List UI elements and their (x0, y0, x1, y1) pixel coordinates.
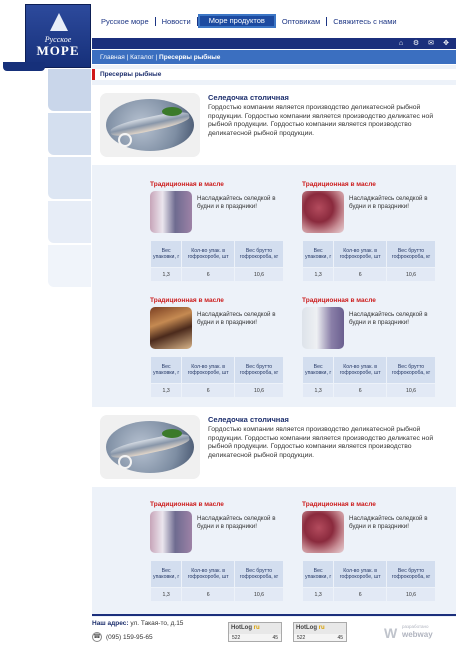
product-card (294, 495, 436, 603)
cell-count: 6 (182, 384, 234, 397)
header-weight: Вес упаковки, г (303, 241, 333, 267)
developer-logo[interactable] (382, 621, 452, 643)
breadcrumb-separator: | (155, 54, 158, 61)
hotlog-counter[interactable] (293, 622, 347, 642)
product-image[interactable] (100, 93, 200, 157)
card-description: Насладжайтесь селедкой в будни и в праздники! (197, 311, 276, 326)
feature-text: Гордостью компании является производство деликатесной рыбной продукции. Гордостью компании является производство деликатес ной рыбной продукции. Гордостью компании является производство деликатесной рыбной продукции. (208, 104, 434, 137)
webway-icon: W (384, 625, 398, 641)
card-description: Насладжайтесь селедкой в будни и в праздники! (197, 515, 276, 530)
sail-icon (50, 13, 68, 31)
feature-title[interactable]: Селедочка столичная (208, 93, 289, 102)
footer-divider (92, 614, 456, 616)
breadcrumb-home[interactable]: Главная (100, 54, 125, 61)
product-card (142, 175, 284, 283)
product-card (294, 175, 436, 283)
main-content (92, 65, 456, 617)
breadcrumb-current: Пресервы рыбные (159, 54, 221, 61)
cell-weight: 1,3 (151, 384, 181, 397)
side-decoration (48, 69, 91, 289)
product-row (92, 495, 456, 603)
cell-count: 6 (182, 588, 234, 601)
cell-weight: 1,3 (151, 588, 181, 601)
counter-brand: HotLog (296, 625, 317, 631)
spec-table (150, 560, 284, 602)
header-gross: Вес брутто гофрокороба, кг (235, 561, 283, 587)
product-row (92, 175, 456, 283)
nav-item-wholesale[interactable]: Оптовикам (276, 17, 327, 26)
phone-number: (095) 159-95-65 (106, 633, 153, 641)
logo-text-line1: Русское (44, 35, 72, 44)
developer-caption: разработано (402, 624, 429, 629)
header-gross: Вес брутто гофрокороба, кг (235, 241, 283, 267)
address-label: Наш адрес: (92, 620, 129, 627)
site-logo[interactable] (25, 4, 91, 68)
header-gross: Вес брутто гофрокороба, кг (387, 357, 435, 383)
card-image[interactable] (150, 307, 192, 349)
mail-icon[interactable]: ✉ (428, 39, 434, 47)
header-weight: Вес упаковки, г (151, 241, 181, 267)
nav-item-news[interactable]: Новости (156, 17, 198, 26)
cell-gross: 10,6 (387, 384, 435, 397)
cell-weight: 1,3 (303, 588, 333, 601)
header-weight: Вес упаковки, г (303, 561, 333, 587)
cell-gross: 10,6 (235, 268, 283, 281)
nav-item-russkoe-more[interactable]: Русское море (95, 17, 156, 26)
logo-text-line2: МОРЕ (36, 43, 80, 58)
spec-table (302, 560, 436, 602)
header-count: Кол-во упак. в гофрокоробе, шт (334, 561, 386, 587)
cell-count: 6 (334, 268, 386, 281)
card-title[interactable]: Традиционная в масле (302, 181, 376, 188)
cell-weight: 1,3 (303, 384, 333, 397)
header-gross: Вес брутто гофрокороба, кг (387, 241, 435, 267)
cell-count: 6 (334, 384, 386, 397)
developer-name: webway (402, 630, 433, 639)
breadcrumb-catalog[interactable]: Каталог (130, 54, 154, 61)
card-description: Насладжайтесь селедкой в будни и в праздники! (349, 515, 428, 530)
home-icon[interactable]: ⌂ (398, 39, 404, 47)
cell-count: 6 (334, 588, 386, 601)
breadcrumb-separator: | (126, 54, 129, 61)
cell-gross: 10,6 (387, 588, 435, 601)
header-gross: Вес брутто гофрокороба, кг (235, 357, 283, 383)
breadcrumb (92, 50, 456, 64)
card-description: Насладжайтесь селедкой в будни и в праздники! (197, 195, 276, 210)
header-count: Кол-во упак. в гофрокоробе, шт (182, 561, 234, 587)
spec-table (150, 240, 284, 282)
map-icon[interactable]: ⚙ (412, 39, 420, 47)
card-title[interactable]: Традиционная в масле (150, 297, 224, 304)
product-image[interactable] (100, 415, 200, 479)
feature-title[interactable]: Селедочка столичная (208, 415, 289, 424)
header-weight: Вес упаковки, г (151, 357, 181, 383)
side-block (48, 69, 91, 111)
header-weight: Вес упаковки, г (303, 357, 333, 383)
side-block (48, 157, 91, 199)
counter-value-b: 45 (272, 635, 278, 641)
counter-ru: ru (253, 625, 260, 631)
logo-tab-decoration (3, 62, 45, 71)
card-image[interactable] (150, 191, 192, 233)
header-count: Кол-во упак. в гофрокоробе, шт (182, 241, 234, 267)
cell-weight: 1,3 (151, 268, 181, 281)
counter-value-a: 522 (297, 635, 306, 641)
cell-weight: 1,3 (303, 268, 333, 281)
cell-count: 6 (182, 268, 234, 281)
card-title[interactable]: Традиционная в масле (302, 501, 376, 508)
header-count: Кол-во упак. в гофрокоробе, шт (182, 357, 234, 383)
footer-phone (92, 632, 153, 642)
product-card (142, 291, 284, 399)
card-image[interactable] (302, 191, 344, 233)
counter-brand: HotLog (231, 625, 252, 631)
hotlog-counter[interactable] (228, 622, 282, 642)
address-value: ул. Такая-то, д.15 (130, 620, 184, 627)
main-nav (95, 14, 455, 28)
card-title[interactable]: Традиционная в масле (150, 181, 224, 188)
sitemap-icon[interactable]: ✥ (443, 39, 449, 47)
card-description: Насладжайтесь селедкой в будни и в праздники! (349, 195, 428, 210)
nav-item-products[interactable]: Море продуктов (198, 14, 276, 28)
spec-table (150, 356, 284, 398)
header-weight: Вес упаковки, г (151, 561, 181, 587)
card-image[interactable] (302, 307, 344, 349)
counter-value-b: 45 (337, 635, 343, 641)
header-gross: Вес брутто гофрокороба, кг (387, 561, 435, 587)
card-image[interactable] (302, 511, 344, 553)
feature-product (92, 85, 456, 165)
card-image[interactable] (150, 511, 192, 553)
spec-table (302, 356, 436, 398)
cell-gross: 10,6 (387, 268, 435, 281)
counter-ru: ru (318, 625, 325, 631)
card-title[interactable]: Традиционная в масле (302, 297, 376, 304)
card-description: Насладжайтесь селедкой в будни и в праздники! (349, 311, 428, 326)
side-block (48, 245, 91, 287)
nav-item-contact[interactable]: Свяжитесь с нами (333, 16, 397, 26)
card-title[interactable]: Традиционная в масле (150, 501, 224, 508)
side-block (48, 201, 91, 243)
cell-gross: 10,6 (235, 384, 283, 397)
feature-product (92, 407, 456, 487)
footer-address (92, 620, 183, 627)
toolbar (92, 38, 456, 49)
product-card (142, 495, 284, 603)
product-card (294, 291, 436, 399)
counter-value-a: 522 (232, 635, 241, 641)
side-block (48, 113, 91, 155)
header-count: Кол-во упак. в гофрокоробе, шт (334, 241, 386, 267)
page-title: Пресервы рыбные (92, 69, 456, 80)
spec-table (302, 240, 436, 282)
feature-text: Гордостью компании является производство деликатесной рыбной продукции. Гордостью компании является производство деликатес ной рыбной продукции. Гордостью компании является производство деликатесной рыбной продукции. (208, 426, 434, 459)
product-row (92, 291, 456, 399)
header-count: Кол-во упак. в гофрокоробе, шт (334, 357, 386, 383)
phone-icon: ☎ (93, 634, 101, 640)
cell-gross: 10,6 (235, 588, 283, 601)
